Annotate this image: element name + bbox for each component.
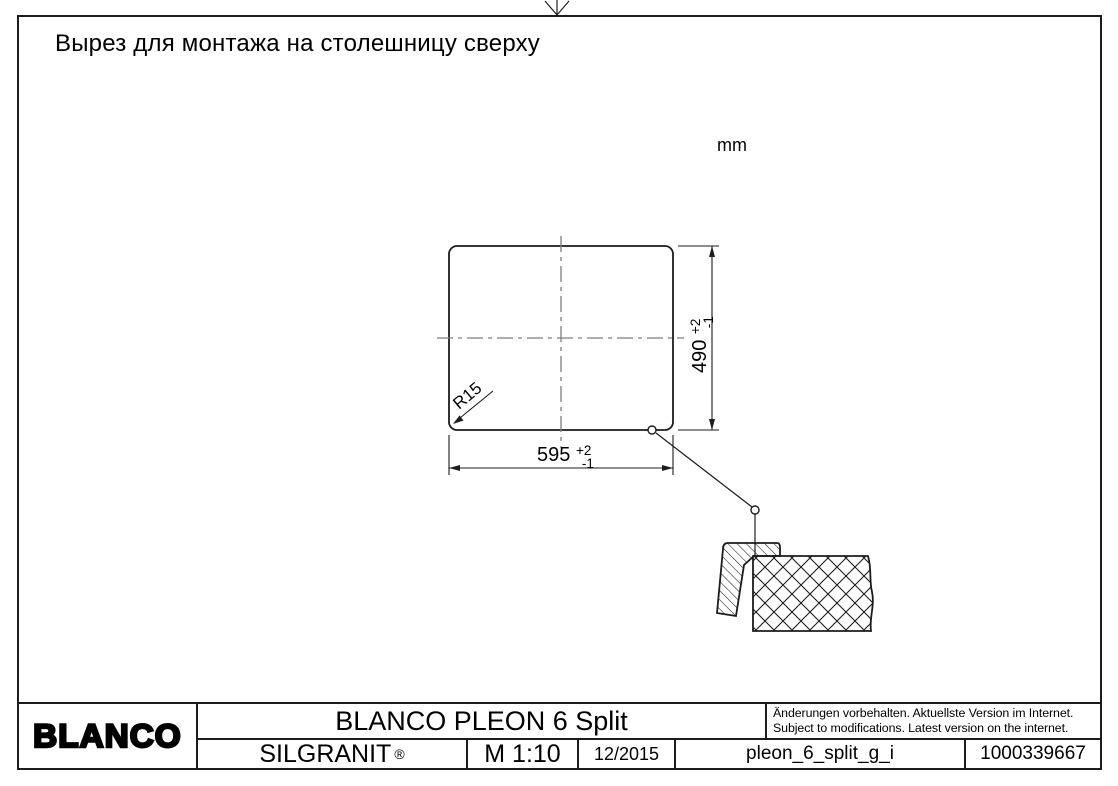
scale-value: M 1:10	[484, 740, 561, 768]
date-cell	[579, 740, 674, 768]
dim-height-label: 490 $^{+2}$ -1	[688, 316, 716, 373]
notice-line-de: Änderungen vorbehalten. Aktuellste Version im Internet.	[773, 706, 1074, 721]
date-value: 12/2015	[593, 743, 660, 764]
drawing-id-cell	[676, 740, 964, 768]
product-name-cell	[198, 704, 765, 738]
modification-notice-cell	[767, 704, 1100, 738]
detail-leader	[648, 426, 759, 556]
registered-trademark-icon: ®	[394, 746, 405, 762]
material-name: SILGRANIT	[259, 740, 392, 768]
drawing-title: Вырез для монтажа на столешницу сверху	[55, 30, 541, 57]
drawing-id-value: pleon_6_split_g_i	[746, 743, 894, 764]
section-detail	[717, 543, 873, 631]
countertop-section	[753, 556, 873, 631]
article-number-value: 1000339667	[980, 743, 1086, 764]
radius-label: R15	[449, 378, 486, 414]
title-block	[17, 702, 1102, 770]
radius-callout	[449, 378, 493, 424]
top-reference-arrow-icon	[545, 0, 569, 15]
scale-cell	[468, 740, 577, 768]
units-label: mm	[717, 135, 747, 155]
dim-width-label: 595 $^{+2}$ -1	[537, 443, 594, 471]
product-name: BLANCO PLEON 6 Split	[335, 705, 628, 736]
material-cell	[198, 740, 466, 768]
notice-line-en: Subject to modifications. Latest version on the internet.	[773, 721, 1069, 735]
brand-logo-text: BLANCO	[33, 717, 182, 754]
brand-logo	[19, 704, 196, 768]
article-number-cell	[966, 740, 1100, 768]
